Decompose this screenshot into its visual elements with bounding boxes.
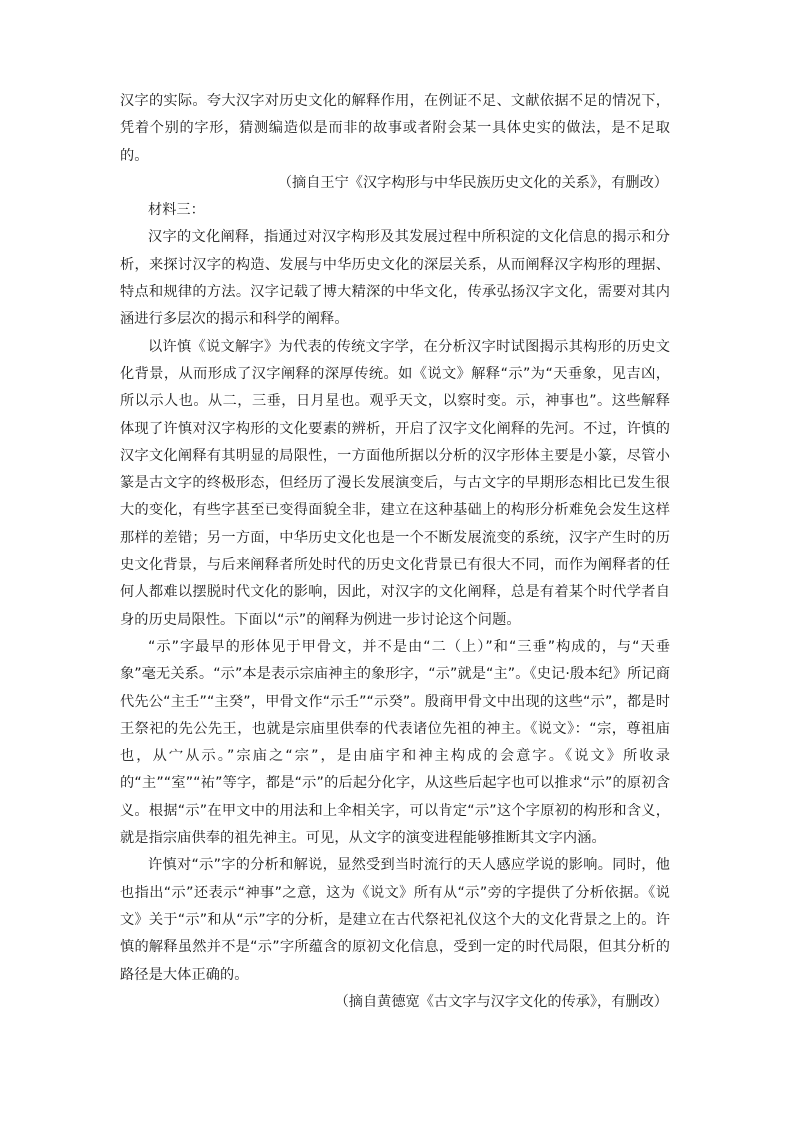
source-citation-wang-ning: （摘自王宁《汉字构形与中华民族历史文化的关系》，有删改） <box>277 174 668 191</box>
paragraph-intro: 汉字的实际。夸大汉字对历史文化的解释作用，在例证不足、文献依据不足的情况下，凭着个别的字形，猜测编造似是而非的故事或者附会某一具体史实的做法，是不足取的。 <box>120 93 670 164</box>
paragraph-definition: 汉字的文化阐释，指通过对汉字构形及其发展过程中所积淀的文化信息的揭示和分析，来探讨汉字的构造、发展与中华历史文化的深层关系，从而阐释汉字构形的理据、特点和规律的方法。汉字记载了博大精深的中华文化，传承弘扬汉字文化，需要对其内涵进行多层次的揭示和科学的阐释。 <box>120 229 670 328</box>
source-citation-huang-dekuan: （摘自黄德宽《古文字与汉字文化的传承》，有删改） <box>334 993 668 1010</box>
material-three-heading: 材料三： <box>148 202 205 219</box>
paragraph-shuowen: 以许慎《说文解字》为代表的传统文字学，在分析汉字时试图揭示其构形的历史文化背景，从而形成了汉字阐释的深厚传统。如《说文》解释“示”为“天垂象，见吉凶，所以示人也。从二，三垂，日月星也。观乎天文，以察时变。示，神事也”。这些解释体现了许慎对汉字构形的文化要素的辨析，开启了汉字文化阐释的先河。不过，许慎的汉字文化阐释有其明显的局限性，一方面他所据以分析的汉字形体主要是小篆，尽管小篆是古文字的终极形态，但经历了漫长发展演变后，与古文字的早期形态相比已发生很大的变化，有些字甚至已变得面貌全非，建立在这种基础上的构形分析难免会发生这样那样的差错；另一方面，中华历史文化也是一个不断发展流变的系统，汉字产生时的历史文化背景，与后来阐释者所处时代的历史文化背景已有很大不同，而作为阐释者的任何人都难以摆脱时代文化的影响，因此，对汉字的文化阐释，总是有着某个时代学者自身的历史局限性。下面以“示”的阐释为例进一步讨论这个问题。 <box>120 338 670 628</box>
paragraph-xu-shen-analysis: 许慎对“示”字的分析和解说，显然受到当时流行的天人感应学说的影响。同时，他也指出“示”还表示“神事”之意，这为《说文》所有从“示”旁的字提供了分析依据。《说文》关于“示”和从“示”字的分析，是建立在古代祭祀礼仪这个大的文化背景之上的。许慎的解释虽然并不是“示”字所蕴含的原初文化信息，受到一定的时代局限，但其分析的路径是大体正确的。 <box>120 857 670 983</box>
document-body <box>120 88 670 1016</box>
paragraph-shi-oracle-bone: “示”字最早的形体见于甲骨文，并不是由“二（上）”和“三垂”构成的，与“天垂象”毫无关系。“示”本是表示宗庙神主的象形字，“示”就是“主”。《史记·殷本纪》所记商代先公“主壬”“主癸”，甲骨文作“示壬”“示癸”。殷商甲骨文中出现的这些“示”，都是时王祭祀的先公先王，也就是宗庙里供奉的代表诸位先祖的神主。《说文》：“宗，尊祖庙也，从宀从示。”宗庙之“宗”，是由庙宇和神主构成的会意字。《说文》所收录的“主”“室”“祐”等字，都是“示”的后起分化字，从这些后起字也可以推求“示”的原初含义。根据“示”在甲文中的用法和上伞相关字，可以肯定“示”这个字原初的构形和含义，就是指宗庙供奉的祖先神主。可见，从文字的演变进程能够推断其文字内涵。 <box>120 638 670 847</box>
